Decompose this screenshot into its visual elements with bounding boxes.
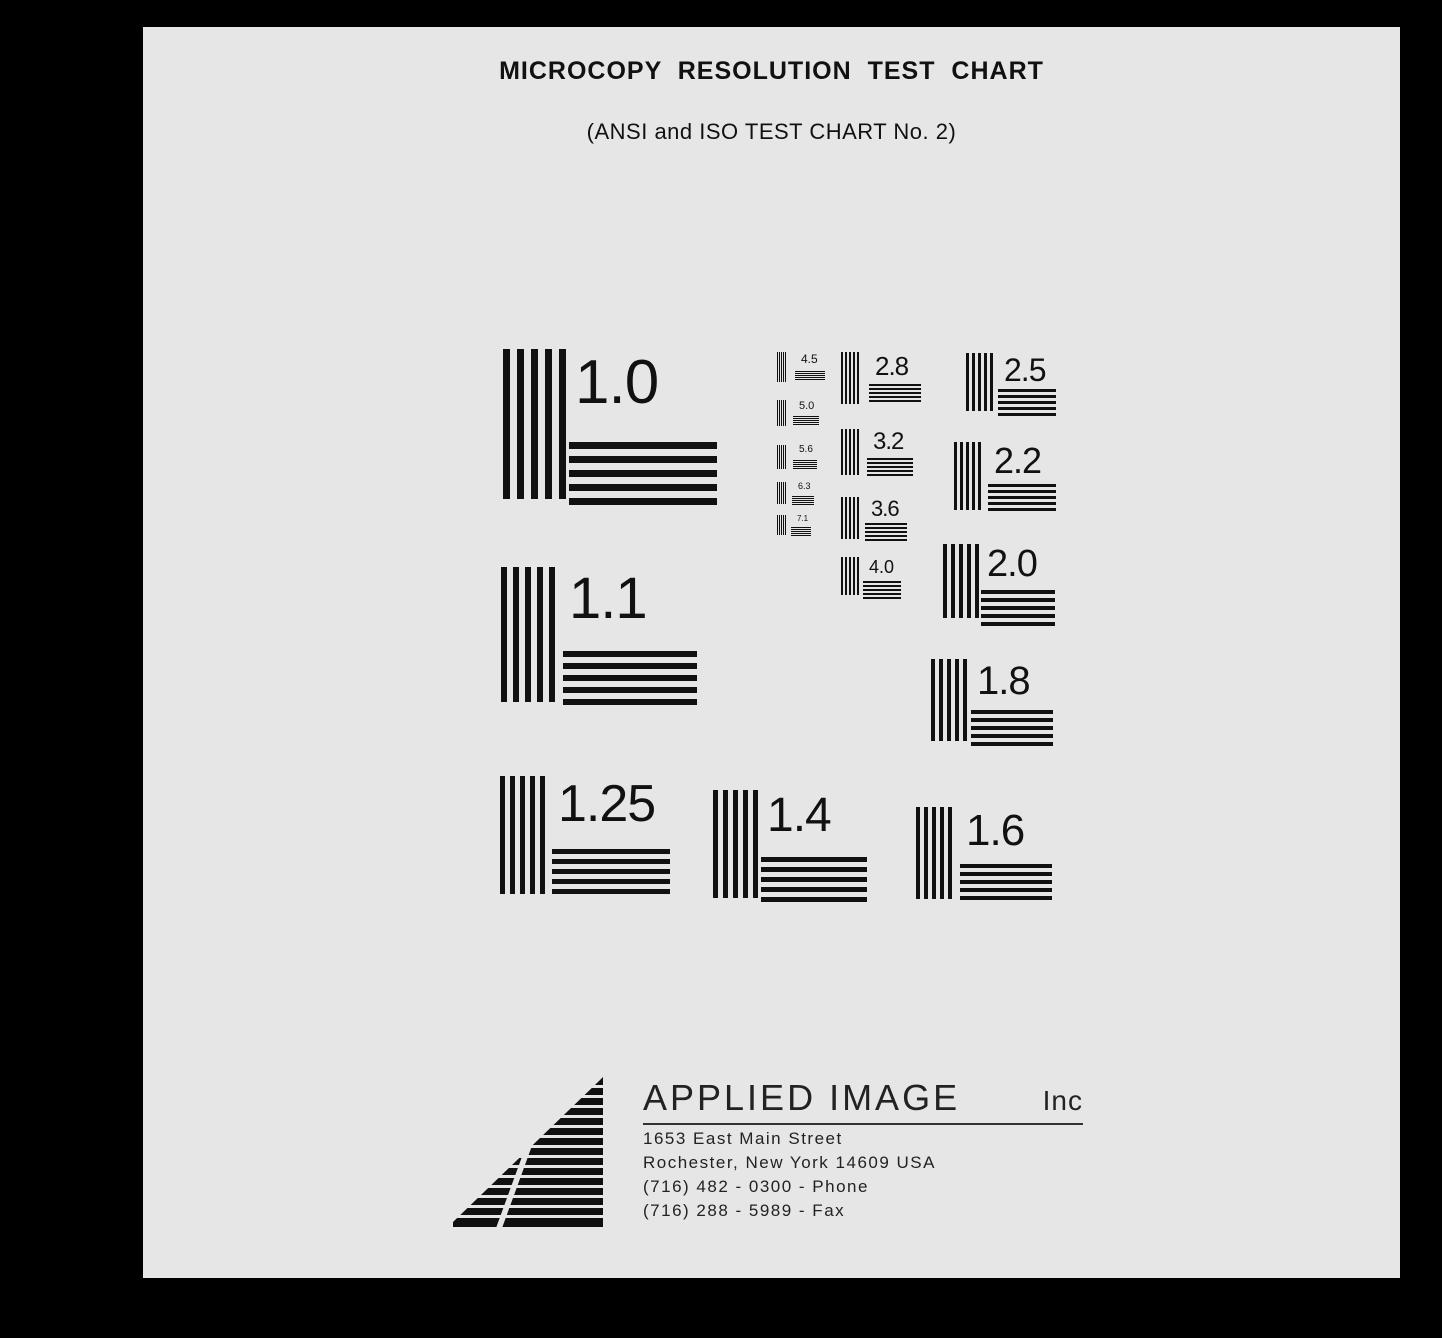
- horizontal-bar: [563, 663, 697, 669]
- vertical-bar: [984, 353, 987, 411]
- horizontal-bar: [998, 389, 1056, 392]
- vertical-bar: [501, 567, 507, 702]
- horizontal-bar: [563, 675, 697, 681]
- vertical-bar: [857, 352, 859, 404]
- vertical-bar: [966, 353, 969, 411]
- vertical-bar: [783, 515, 784, 535]
- vertical-bar: [540, 776, 545, 894]
- target-label: 1.1: [569, 566, 647, 631]
- horizontal-bar: [971, 726, 1053, 730]
- horizontal-bar: [869, 400, 921, 402]
- address-line-1: 1653 East Main Street: [643, 1129, 843, 1148]
- vertical-bar: [951, 544, 955, 618]
- vertical-bar: [733, 790, 738, 898]
- horizontal-bar: [863, 589, 901, 591]
- horizontal-bar: [761, 877, 867, 882]
- vertical-bars: [841, 497, 859, 539]
- vertical-bar: [783, 400, 784, 426]
- vertical-bar: [779, 445, 780, 469]
- vertical-bar: [517, 349, 524, 499]
- vertical-bar: [939, 659, 943, 741]
- vertical-bar: [978, 442, 981, 510]
- vertical-bar: [781, 515, 782, 535]
- vertical-bar: [845, 497, 847, 539]
- vertical-bar: [972, 353, 975, 411]
- horizontal-bars: [569, 442, 717, 505]
- horizontal-bar: [869, 384, 921, 386]
- logo-stripe: [453, 1185, 603, 1188]
- target-7-1: [777, 515, 815, 535]
- horizontal-bar: [761, 857, 867, 862]
- logo-stripe: [453, 1175, 603, 1178]
- horizontal-bar: [865, 539, 907, 541]
- target-label: 2.8: [875, 351, 909, 381]
- horizontal-bar: [795, 373, 825, 374]
- logo-stripe: [453, 1135, 603, 1138]
- vertical-bars: [916, 807, 952, 899]
- target-2-0: [943, 544, 1059, 618]
- vertical-bar: [845, 557, 847, 595]
- horizontal-bars: [863, 581, 901, 599]
- vertical-bar: [845, 352, 847, 404]
- vertical-bar: [777, 352, 778, 382]
- horizontal-bar: [793, 416, 819, 417]
- target-label: 3.6: [871, 496, 899, 521]
- horizontal-bar: [981, 606, 1055, 610]
- target-2-8: [841, 352, 925, 404]
- horizontal-bar: [863, 581, 901, 583]
- horizontal-bars: [793, 416, 819, 425]
- horizontal-bars: [865, 523, 907, 541]
- vertical-bar: [783, 482, 784, 504]
- target-label: 2.0: [987, 543, 1037, 585]
- vertical-bar: [959, 544, 963, 618]
- phone-line: (716) 482 - 0300 - Phone: [643, 1177, 869, 1196]
- vertical-bar: [785, 400, 786, 426]
- horizontal-bars: [971, 710, 1053, 746]
- target-label: 2.5: [1004, 352, 1046, 388]
- horizontal-bar: [998, 413, 1056, 416]
- horizontal-bars: [988, 484, 1056, 511]
- horizontal-bar: [863, 597, 901, 599]
- target-1-4: [713, 790, 871, 898]
- vertical-bar: [972, 442, 975, 510]
- vertical-bar: [955, 659, 959, 741]
- horizontal-bar: [793, 422, 819, 423]
- horizontal-bar: [793, 418, 819, 419]
- horizontal-bar: [793, 462, 817, 463]
- vertical-bar: [785, 515, 786, 535]
- horizontal-bar: [865, 523, 907, 525]
- horizontal-bar: [792, 502, 814, 503]
- vertical-bar: [723, 790, 728, 898]
- horizontal-bar: [791, 535, 811, 536]
- vertical-bars: [841, 429, 859, 475]
- horizontal-bar: [795, 379, 825, 380]
- horizontal-bar: [569, 498, 717, 505]
- vertical-bars: [777, 400, 786, 426]
- horizontal-bar: [793, 424, 819, 425]
- target-label: 6.3: [798, 481, 811, 491]
- horizontal-bar: [988, 508, 1056, 511]
- vertical-bar: [785, 352, 786, 382]
- horizontal-bar: [960, 872, 1052, 876]
- horizontal-bar: [988, 490, 1056, 493]
- target-label: 4.5: [801, 352, 818, 366]
- vertical-bar: [713, 790, 718, 898]
- horizontal-bar: [791, 529, 811, 530]
- horizontal-bar: [795, 371, 825, 372]
- vertical-bar: [545, 349, 552, 499]
- chart-title: MICROCOPY RESOLUTION TEST CHART: [499, 57, 1044, 85]
- horizontal-bar: [793, 464, 817, 465]
- horizontal-bar: [792, 500, 814, 501]
- horizontal-bar: [960, 896, 1052, 900]
- vertical-bar: [849, 557, 851, 595]
- vertical-bar: [549, 567, 555, 702]
- vertical-bar: [531, 349, 538, 499]
- horizontal-bar: [863, 585, 901, 587]
- vertical-bar: [783, 445, 784, 469]
- horizontal-bar: [869, 392, 921, 394]
- vertical-bar: [857, 557, 859, 595]
- target-label: 7.1: [797, 514, 809, 523]
- vertical-bar: [857, 497, 859, 539]
- horizontal-bar: [552, 869, 670, 874]
- address-line-2: Rochester, New York 14609 USA: [643, 1153, 936, 1172]
- logo-stripe: [453, 1115, 603, 1118]
- target-3-2: [841, 429, 917, 475]
- applied-image-logo-icon: [453, 1077, 603, 1227]
- logo-stripe: [453, 1195, 603, 1198]
- target-5-0: [777, 400, 823, 426]
- horizontal-bar: [867, 462, 913, 464]
- horizontal-bar: [569, 484, 717, 491]
- vertical-bar: [743, 790, 748, 898]
- horizontal-bar: [960, 864, 1052, 868]
- logo-stripe: [453, 1205, 603, 1208]
- horizontal-bar: [865, 535, 907, 537]
- vertical-bar: [841, 429, 843, 475]
- vertical-bars: [777, 482, 786, 504]
- target-1-25: [500, 776, 674, 894]
- company-name-row: [643, 1077, 1083, 1125]
- horizontal-bar: [865, 531, 907, 533]
- target-3-6: [841, 497, 911, 539]
- horizontal-bars: [791, 527, 811, 536]
- vertical-bar: [753, 790, 758, 898]
- horizontal-bar: [569, 442, 717, 449]
- vertical-bar: [849, 352, 851, 404]
- vertical-bar: [960, 442, 963, 510]
- horizontal-bars: [998, 389, 1056, 416]
- horizontal-bar: [988, 484, 1056, 487]
- horizontal-bars: [563, 651, 697, 705]
- horizontal-bar: [563, 651, 697, 657]
- target-label: 5.6: [799, 444, 813, 455]
- vertical-bar: [853, 497, 855, 539]
- horizontal-bar: [998, 395, 1056, 398]
- vertical-bar: [841, 497, 843, 539]
- horizontal-bar: [761, 867, 867, 872]
- horizontal-bar: [791, 531, 811, 532]
- horizontal-bar: [563, 699, 697, 705]
- vertical-bars: [954, 442, 981, 510]
- target-4-5: [777, 352, 829, 382]
- vertical-bar: [931, 659, 935, 741]
- vertical-bar: [781, 352, 782, 382]
- horizontal-bar: [998, 407, 1056, 410]
- target-label: 1.8: [977, 659, 1030, 703]
- vertical-bar: [500, 776, 505, 894]
- horizontal-bar: [552, 889, 670, 894]
- horizontal-bars: [793, 460, 817, 469]
- vertical-bar: [777, 400, 778, 426]
- logo-stripe: [453, 1085, 603, 1088]
- horizontal-bar: [998, 401, 1056, 404]
- horizontal-bar: [867, 474, 913, 476]
- horizontal-bars: [869, 384, 921, 402]
- vertical-bars: [841, 352, 859, 404]
- horizontal-bar: [988, 496, 1056, 499]
- vertical-bar: [779, 400, 780, 426]
- vertical-bars: [777, 515, 786, 535]
- horizontal-bars: [795, 371, 825, 380]
- vertical-bar: [916, 807, 920, 899]
- target-1-1: [501, 567, 701, 702]
- chart-subtitle: (ANSI and ISO TEST CHART No. 2): [586, 119, 957, 144]
- horizontal-bar: [960, 880, 1052, 884]
- horizontal-bars: [792, 496, 814, 505]
- vertical-bar: [849, 429, 851, 475]
- vertical-bars: [713, 790, 758, 898]
- vertical-bar: [503, 349, 510, 499]
- horizontal-bar: [563, 687, 697, 693]
- horizontal-bar: [869, 388, 921, 390]
- vertical-bar: [785, 445, 786, 469]
- vertical-bar: [779, 482, 780, 504]
- vertical-bar: [525, 567, 531, 702]
- vertical-bar: [777, 515, 778, 535]
- vertical-bar: [520, 776, 525, 894]
- horizontal-bar: [865, 527, 907, 529]
- vertical-bar: [781, 445, 782, 469]
- horizontal-bar: [795, 375, 825, 376]
- vertical-bar: [777, 482, 778, 504]
- target-6-3: [777, 482, 818, 504]
- target-label: 1.4: [767, 789, 831, 842]
- target-label: 2.2: [994, 440, 1042, 481]
- target-label: 4.0: [869, 557, 895, 577]
- horizontal-bar: [793, 420, 819, 421]
- vertical-bar: [975, 544, 979, 618]
- vertical-bar: [853, 352, 855, 404]
- company-suffix: Inc: [1042, 1085, 1083, 1116]
- vertical-bar: [943, 544, 947, 618]
- target-1-8: [931, 659, 1057, 741]
- horizontal-bar: [569, 456, 717, 463]
- horizontal-bar: [793, 466, 817, 467]
- vertical-bar: [954, 442, 957, 510]
- horizontal-bars: [960, 864, 1052, 900]
- vertical-bar: [857, 429, 859, 475]
- horizontal-bar: [792, 496, 814, 497]
- vertical-bars: [503, 349, 566, 499]
- horizontal-bars: [867, 458, 913, 476]
- vertical-bars: [943, 544, 979, 618]
- vertical-bars: [931, 659, 967, 741]
- horizontal-bar: [552, 879, 670, 884]
- vertical-bars: [777, 445, 786, 469]
- horizontal-bar: [960, 888, 1052, 892]
- vertical-bars: [777, 352, 786, 382]
- company-name: APPLIED IMAGE: [643, 1077, 961, 1118]
- target-label: 1.6: [966, 806, 1025, 855]
- horizontal-bar: [981, 622, 1055, 626]
- horizontal-bar: [867, 458, 913, 460]
- target-2-5: [966, 353, 1060, 411]
- horizontal-bar: [971, 734, 1053, 738]
- test-chart-card: [143, 27, 1400, 1278]
- vertical-bar: [845, 429, 847, 475]
- vertical-bar: [932, 807, 936, 899]
- vertical-bar: [948, 807, 952, 899]
- horizontal-bars: [761, 857, 867, 902]
- vertical-bar: [963, 659, 967, 741]
- vertical-bar: [785, 482, 786, 504]
- horizontal-bar: [761, 887, 867, 892]
- vertical-bar: [967, 544, 971, 618]
- horizontal-bar: [867, 470, 913, 472]
- company-block: [643, 1077, 1083, 1221]
- target-label: 1.25: [558, 775, 656, 833]
- horizontal-bar: [795, 377, 825, 378]
- vertical-bar: [530, 776, 535, 894]
- horizontal-bar: [761, 897, 867, 902]
- vertical-bar: [777, 445, 778, 469]
- vertical-bar: [978, 353, 981, 411]
- horizontal-bar: [981, 598, 1055, 602]
- target-4-0: [841, 557, 905, 595]
- vertical-bar: [537, 567, 543, 702]
- target-label: 5.0: [799, 400, 815, 412]
- vertical-bar: [559, 349, 566, 499]
- target-label: 1.0: [575, 348, 659, 417]
- logo-stripe: [453, 1095, 603, 1098]
- horizontal-bar: [791, 527, 811, 528]
- vertical-bar: [947, 659, 951, 741]
- horizontal-bar: [867, 466, 913, 468]
- horizontal-bars: [552, 849, 670, 894]
- vertical-bar: [853, 557, 855, 595]
- vertical-bar: [781, 400, 782, 426]
- vertical-bars: [966, 353, 993, 411]
- target-2-2: [954, 442, 1060, 510]
- horizontal-bar: [988, 502, 1056, 505]
- target-label: 3.2: [873, 428, 904, 455]
- horizontal-bar: [792, 504, 814, 505]
- horizontal-bar: [569, 470, 717, 477]
- horizontal-bar: [552, 859, 670, 864]
- horizontal-bar: [863, 593, 901, 595]
- horizontal-bar: [793, 460, 817, 461]
- target-1-0: [503, 349, 721, 499]
- vertical-bar: [783, 352, 784, 382]
- logo-stripe: [453, 1105, 603, 1108]
- horizontal-bar: [869, 396, 921, 398]
- vertical-bar: [779, 352, 780, 382]
- vertical-bar: [924, 807, 928, 899]
- vertical-bar: [940, 807, 944, 899]
- vertical-bar: [841, 352, 843, 404]
- vertical-bar: [513, 567, 519, 702]
- vertical-bar: [781, 482, 782, 504]
- vertical-bar: [853, 429, 855, 475]
- horizontal-bar: [981, 590, 1055, 594]
- horizontal-bars: [981, 590, 1055, 626]
- horizontal-bar: [981, 614, 1055, 618]
- target-5-6: [777, 445, 821, 469]
- horizontal-bar: [971, 718, 1053, 722]
- horizontal-bar: [971, 710, 1053, 714]
- vertical-bar: [510, 776, 515, 894]
- horizontal-bar: [791, 533, 811, 534]
- horizontal-bar: [971, 742, 1053, 746]
- logo-stripe: [453, 1125, 603, 1128]
- target-1-6: [916, 807, 1056, 899]
- fax-line: (716) 288 - 5989 - Fax: [643, 1201, 846, 1220]
- logo-stripe: [453, 1165, 603, 1168]
- horizontal-bar: [793, 468, 817, 469]
- vertical-bars: [841, 557, 859, 595]
- vertical-bar: [990, 353, 993, 411]
- horizontal-bar: [552, 849, 670, 854]
- vertical-bars: [500, 776, 545, 894]
- vertical-bar: [841, 557, 843, 595]
- vertical-bars: [501, 567, 555, 702]
- logo-stripe: [453, 1215, 603, 1218]
- vertical-bar: [779, 515, 780, 535]
- horizontal-bar: [792, 498, 814, 499]
- vertical-bar: [966, 442, 969, 510]
- vertical-bar: [849, 497, 851, 539]
